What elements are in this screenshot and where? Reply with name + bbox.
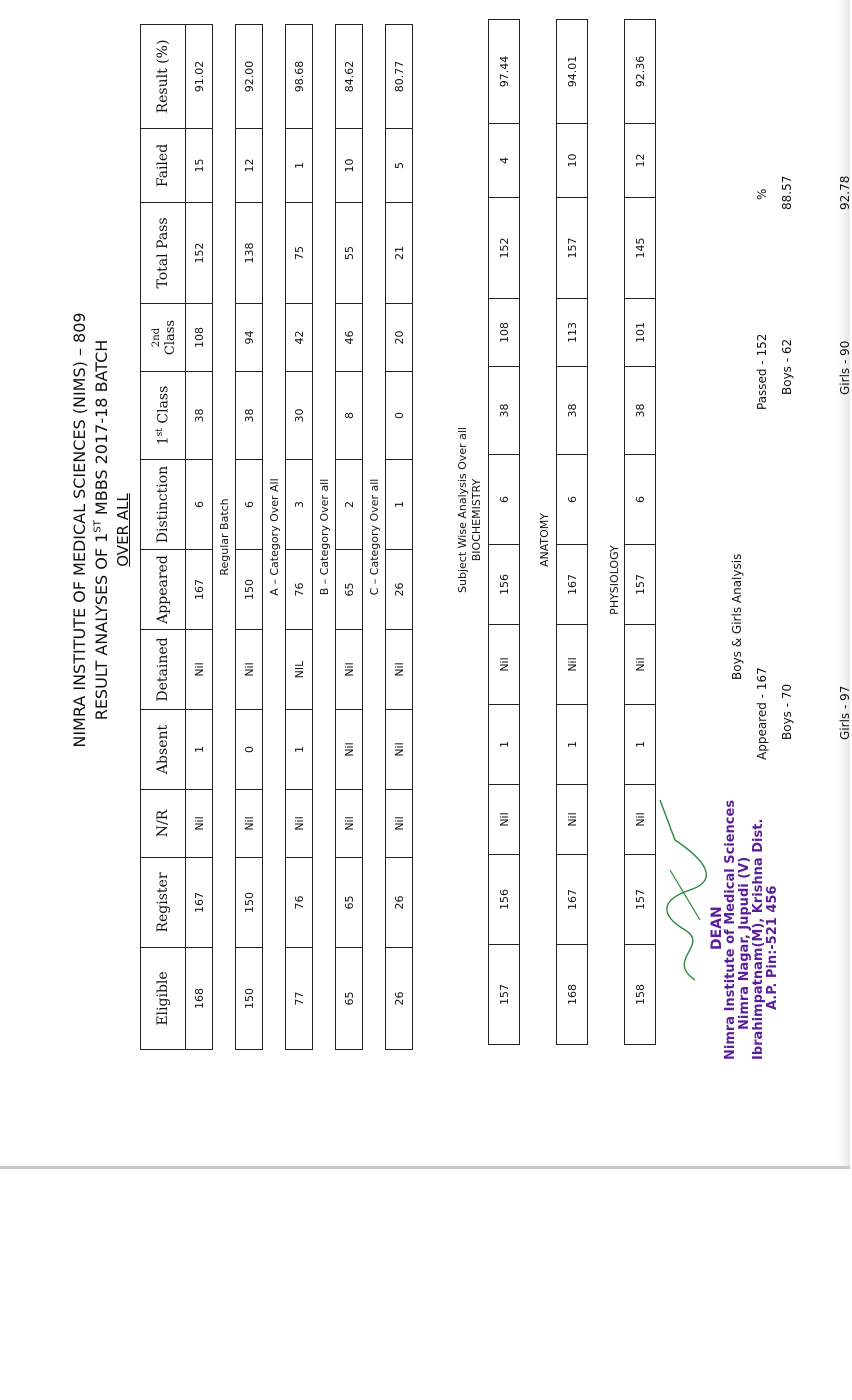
table-cell: 84.62 <box>336 25 363 129</box>
boys-girls-title: Boys & Girls Analysis <box>730 553 744 680</box>
section-row <box>363 25 386 1050</box>
table-cell: 3 <box>286 460 313 550</box>
table-cell: 157 <box>625 545 656 625</box>
girls-percent: 92.78 <box>838 175 852 210</box>
table-cell: Nil <box>386 790 413 858</box>
cat-a-row <box>286 25 313 1050</box>
table-cell: Nil <box>336 790 363 858</box>
table-cell: 1 <box>186 710 213 790</box>
header-row <box>141 25 186 1050</box>
institute-title: NIMRA INSTITUTE OF MEDICAL SCIENCES (NIMS) – 809 <box>70 312 89 748</box>
dean-signature <box>655 790 715 990</box>
table-cell: 167 <box>557 545 588 625</box>
table-cell: 21 <box>386 203 413 304</box>
table-cell: 20 <box>386 304 413 372</box>
table-cell: Nil <box>236 630 263 710</box>
col-detained: Detained <box>141 630 186 710</box>
table-cell: Nil <box>186 630 213 710</box>
table-cell: 94.01 <box>557 20 588 124</box>
table-cell: Nil <box>557 625 588 705</box>
col-failed: Failed <box>141 129 186 203</box>
table-cell: 2 <box>336 460 363 550</box>
col-eligible: Eligible <box>141 948 186 1050</box>
col-distinction: Distinction <box>141 460 186 550</box>
table-cell: 75 <box>286 203 313 304</box>
table-cell: 91.02 <box>186 25 213 129</box>
biochemistry-row <box>489 20 520 1045</box>
col-register: Register <box>141 858 186 948</box>
table-cell: Nil <box>625 625 656 705</box>
table-cell: 108 <box>186 304 213 372</box>
regular-row <box>236 25 263 1050</box>
table-cell: 26 <box>386 858 413 948</box>
table-cell: 1 <box>557 705 588 785</box>
table-cell: 150 <box>236 858 263 948</box>
table-cell: 92.36 <box>625 20 656 124</box>
table-cell: 1 <box>625 705 656 785</box>
table-cell: Nil <box>286 790 313 858</box>
table-cell: Nil <box>336 630 363 710</box>
table-cell: 6 <box>557 455 588 545</box>
table-cell: 150 <box>236 948 263 1050</box>
table-cell: 167 <box>186 858 213 948</box>
table-cell: 168 <box>557 945 588 1045</box>
table-cell: NIL <box>286 630 313 710</box>
biochemistry-table <box>488 19 520 1045</box>
table-cell: 8 <box>336 372 363 460</box>
physiology-title: PHYSIOLOGY <box>608 545 621 615</box>
table-cell: 42 <box>286 304 313 372</box>
table-cell: Nil <box>489 785 520 855</box>
table-cell: 94 <box>236 304 263 372</box>
table-cell: Nil <box>186 790 213 858</box>
table-cell: Nil <box>625 785 656 855</box>
result-table <box>140 24 413 1050</box>
biochemistry-title: BIOCHEMISTRY <box>470 478 483 562</box>
passed-girls: Girls - 90 <box>838 340 852 395</box>
table-cell: 92.00 <box>236 25 263 129</box>
table-cell: 6 <box>489 455 520 545</box>
table-cell: 158 <box>625 945 656 1045</box>
table-cell: Nil <box>557 785 588 855</box>
percent-header: % <box>755 188 769 200</box>
table-cell: 0 <box>386 372 413 460</box>
boys-percent: 88.57 <box>780 175 794 210</box>
table-cell: 38 <box>625 367 656 455</box>
table-cell: 15 <box>186 129 213 203</box>
cat-b-row <box>336 25 363 1050</box>
table-cell: Nil <box>336 710 363 790</box>
table-cell: 156 <box>489 545 520 625</box>
table-cell: 26 <box>386 948 413 1050</box>
table-cell: 26 <box>386 550 413 630</box>
table-cell: 152 <box>489 198 520 299</box>
col-first-class: 1st Class <box>141 372 186 460</box>
cat-c-row <box>386 25 413 1050</box>
table-cell: Nil <box>489 625 520 705</box>
subject-wise-label: Subject Wise Analysis Over all <box>456 427 469 593</box>
overall-heading: OVER ALL <box>114 493 132 567</box>
table-cell: 76 <box>286 550 313 630</box>
physiology-row <box>625 20 656 1045</box>
cat-c-label: C – Category Over all <box>363 25 386 1050</box>
section-row <box>313 25 336 1050</box>
table-cell: 152 <box>186 203 213 304</box>
report-title: RESULT ANALYSES OF 1ST MBBS 2017-18 BATCH <box>92 339 111 721</box>
table-cell: 167 <box>186 550 213 630</box>
table-cell: 157 <box>557 198 588 299</box>
table-cell: 65 <box>336 550 363 630</box>
table-cell: 0 <box>236 710 263 790</box>
table-cell: 76 <box>286 858 313 948</box>
table-cell: 167 <box>557 855 588 945</box>
table-cell: 30 <box>286 372 313 460</box>
table-cell: 157 <box>489 945 520 1045</box>
anatomy-table <box>556 19 588 1045</box>
anatomy-title: ANATOMY <box>538 513 551 568</box>
table-cell: 65 <box>336 858 363 948</box>
table-cell: 168 <box>186 948 213 1050</box>
col-appeared: Appeared <box>141 550 186 630</box>
table-cell: Nil <box>236 790 263 858</box>
overall-row <box>186 25 213 1050</box>
table-cell: 10 <box>557 124 588 198</box>
col-result: Result (%) <box>141 25 186 129</box>
col-nr: N/R <box>141 790 186 858</box>
rotated-document <box>10 0 852 1100</box>
table-cell: 38 <box>557 367 588 455</box>
table-cell: 65 <box>336 948 363 1050</box>
table-cell: 113 <box>557 299 588 367</box>
appeared-boys: Boys - 70 <box>780 683 794 740</box>
table-cell: 38 <box>186 372 213 460</box>
table-cell: 98.68 <box>286 25 313 129</box>
table-cell: 6 <box>186 460 213 550</box>
table-cell: 1 <box>286 129 313 203</box>
table-cell: 38 <box>489 367 520 455</box>
table-cell: 1 <box>286 710 313 790</box>
table-cell: 150 <box>236 550 263 630</box>
appeared-total: Appeared - 167 <box>755 667 769 760</box>
dean-stamp: DEAN Nimra Institute of Medical Sciences Nimra Nagar, Jupudi (V) Ibrahimpatnam(M), Krishna Dist. A.P. Pin:-521 456 <box>709 799 780 1060</box>
table-cell: 101 <box>625 299 656 367</box>
anatomy-row <box>557 20 588 1045</box>
table-cell: 108 <box>489 299 520 367</box>
section-row <box>213 25 236 1050</box>
table-cell: 1 <box>386 460 413 550</box>
passed-boys: Boys - 62 <box>780 338 794 395</box>
table-cell: 55 <box>336 203 363 304</box>
table-cell: 46 <box>336 304 363 372</box>
cat-b-label: B – Category Over all <box>313 25 336 1050</box>
table-cell: 6 <box>625 455 656 545</box>
col-second-class: 2nd Class <box>141 304 186 372</box>
table-cell: 12 <box>625 124 656 198</box>
col-total-pass: Total Pass <box>141 203 186 304</box>
table-cell: 10 <box>336 129 363 203</box>
table-cell: Nil <box>386 630 413 710</box>
table-cell: 6 <box>236 460 263 550</box>
table-cell: 145 <box>625 198 656 299</box>
table-cell: 1 <box>489 705 520 785</box>
table-cell: 138 <box>236 203 263 304</box>
table-cell: Nil <box>386 710 413 790</box>
table-cell: 80.77 <box>386 25 413 129</box>
table-cell: 97.44 <box>489 20 520 124</box>
cat-a-label: A – Category Over All <box>263 25 286 1050</box>
table-cell: 38 <box>236 372 263 460</box>
scan-edge <box>0 1166 850 1169</box>
table-cell: 12 <box>236 129 263 203</box>
table-cell: 5 <box>386 129 413 203</box>
table-cell: 77 <box>286 948 313 1050</box>
regular-batch-label: Regular Batch <box>213 25 236 1050</box>
passed-total: Passed - 152 <box>755 333 769 410</box>
table-cell: 156 <box>489 855 520 945</box>
col-absent: Absent <box>141 710 186 790</box>
section-row <box>263 25 286 1050</box>
physiology-table <box>624 19 656 1045</box>
table-cell: 157 <box>625 855 656 945</box>
table-cell: 4 <box>489 124 520 198</box>
appeared-girls: Girls - 97 <box>838 685 852 740</box>
